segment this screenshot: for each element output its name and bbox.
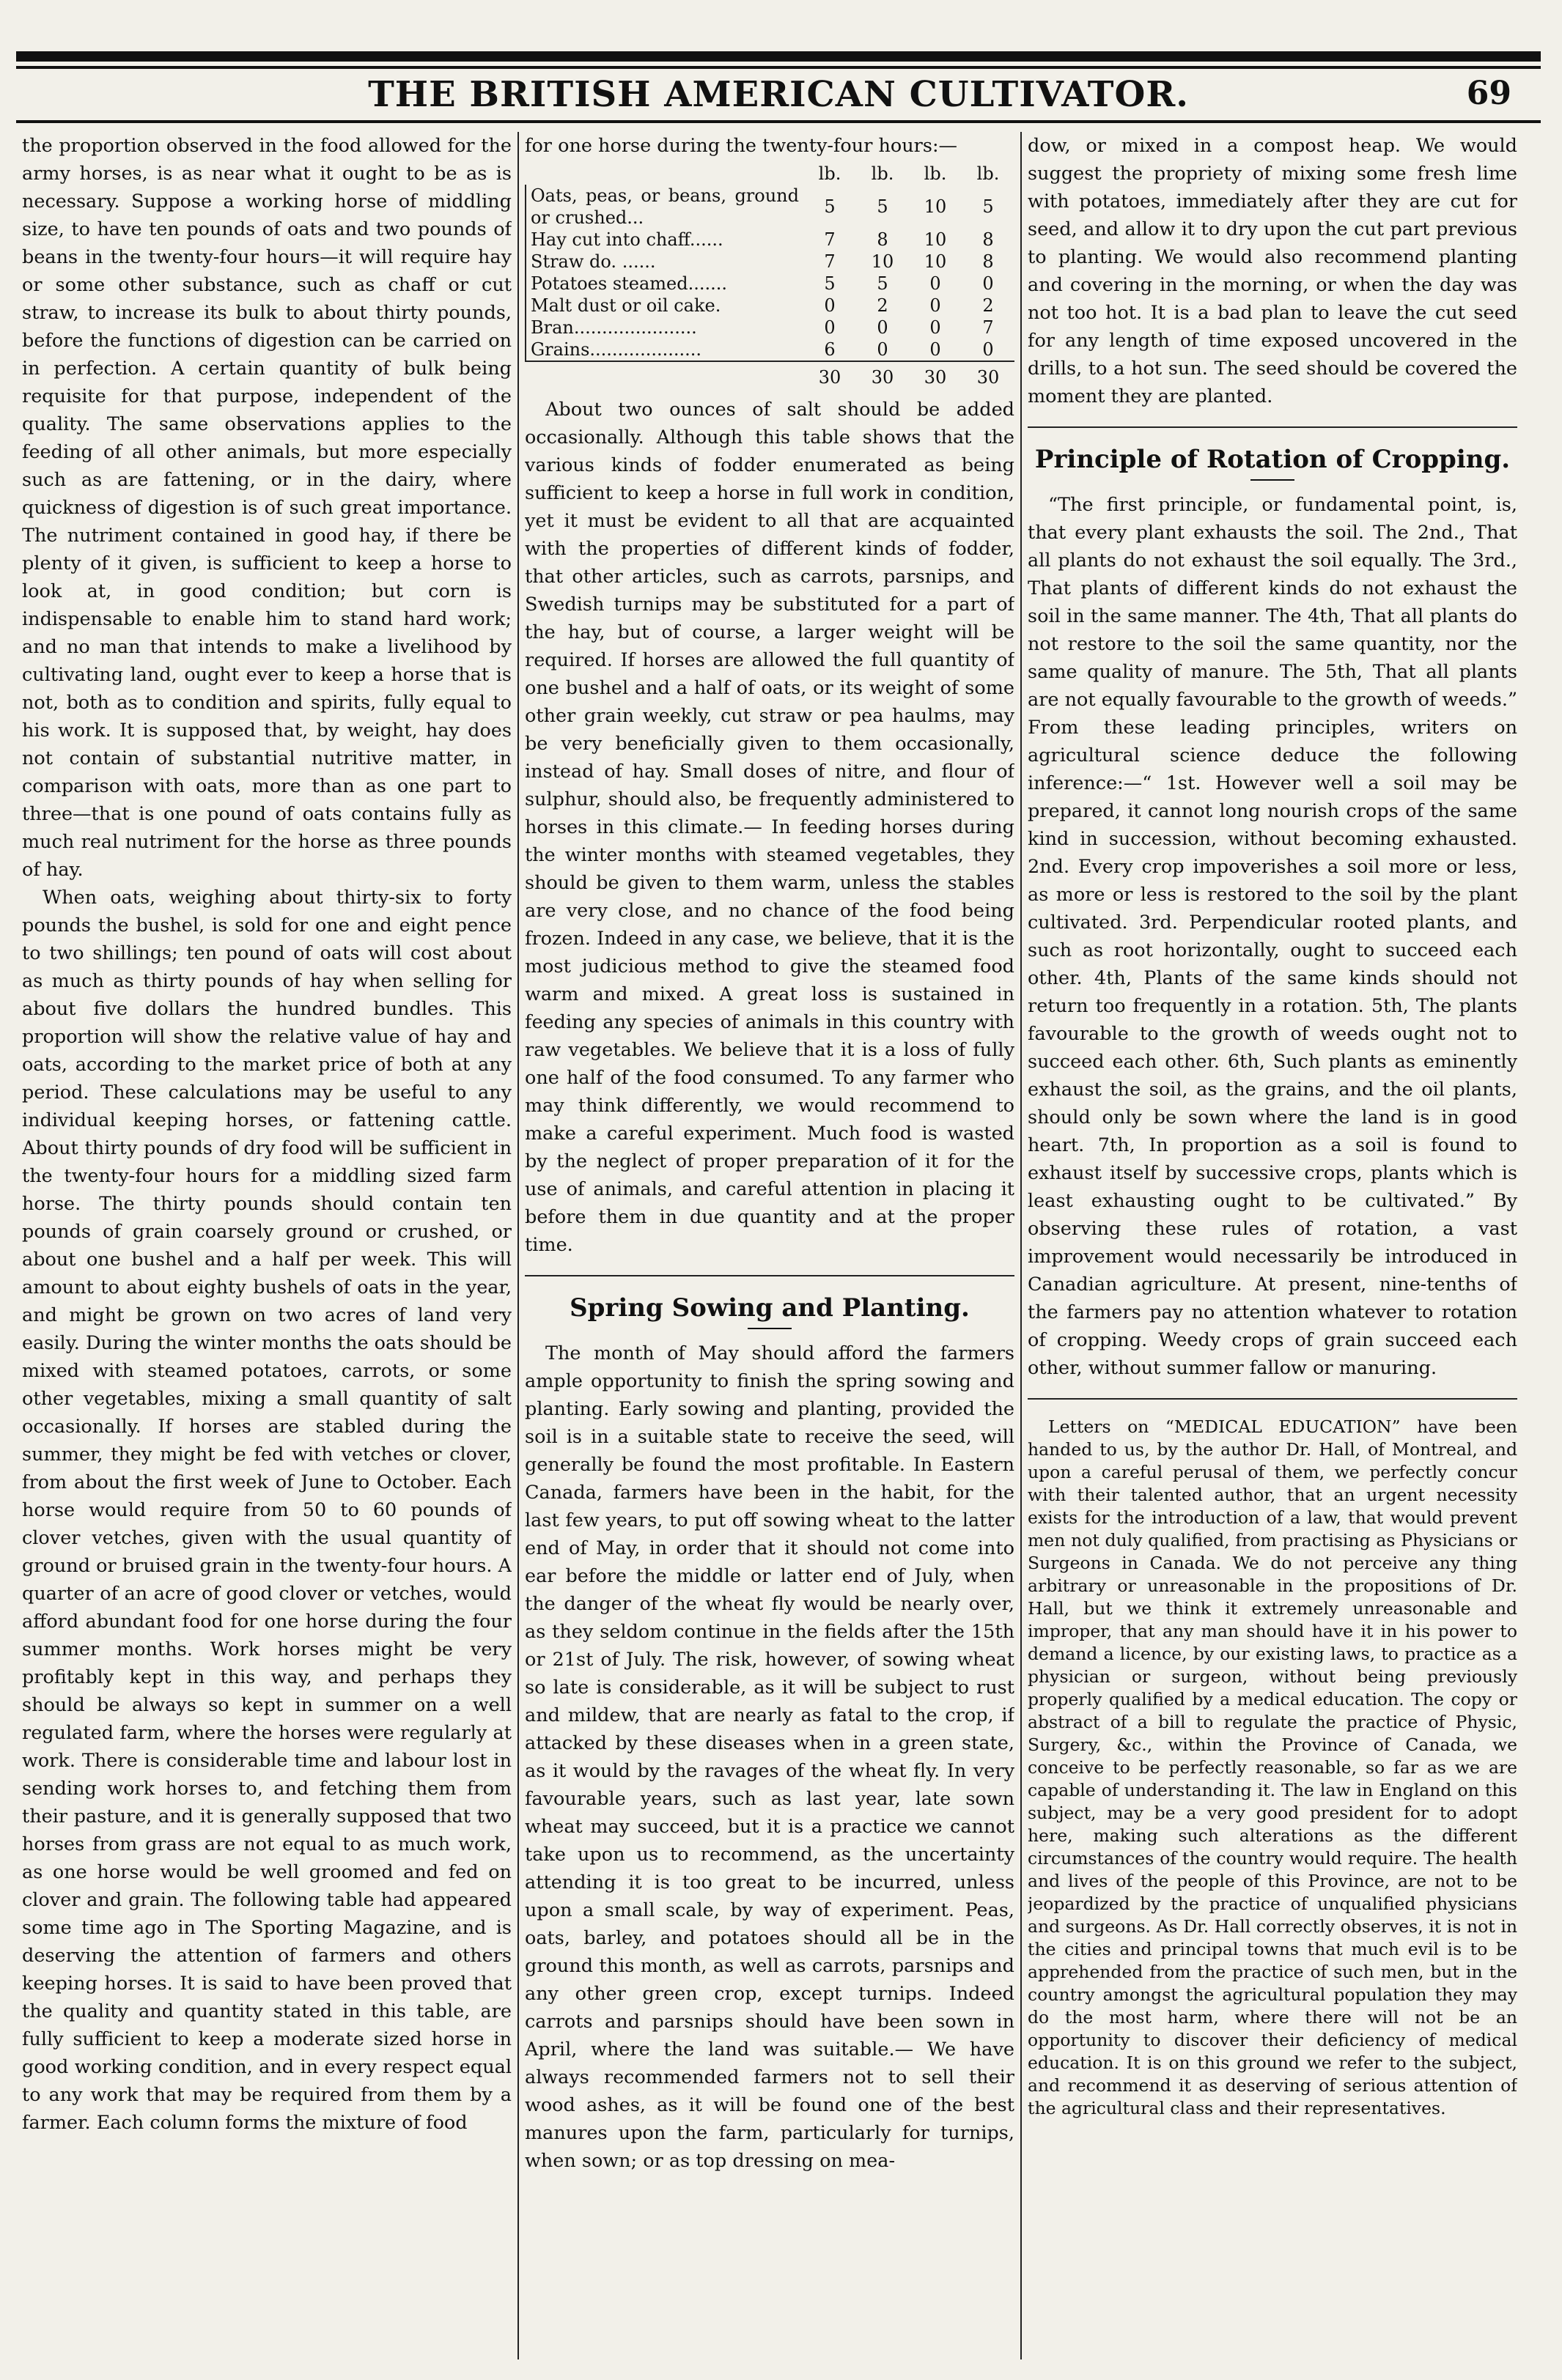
- table-row: [526, 295, 1014, 317]
- table-cell: 0: [824, 295, 836, 316]
- table-intro: for one horse during the twenty-four hours:—: [525, 135, 958, 157]
- section-rule: [525, 1275, 1014, 1276]
- article-paragraph: The month of May should afford the farmers ample opportunity to finish the spring sowing and planting. Early sowing and planting, provided the soil is in a suitable state to receive the seed, will generally be found the most profitable. In Eastern Canada, farmers have been in the habit, for the last few years, to put off sowing wheat to the latter end of May, in order that it should not come into ear before the middle or latter end of July, when the danger of the wheat fly would be nearly over, as they seldom continue in the fields after the 15th or 21st of July. The risk, however, of sowing wheat so late is considerable, as it will be subject to rust and mildew, that are nearly as fatal to the crop, if attacked by these diseases when in a green state, as it would by the ravages of the wheat fly. In very favourable years, such as last year, late sown wheat may succeed, but it is a practice we cannot take upon us to recommend, as the uncertainty attending it is too great to be incurred, unless upon a small scale, by way of experiment. Peas, oats, barley, and potatoes should all be in the ground this month, as well as carrots, parsnips and any other green crop, except turnips. Indeed carrots and parsnips should have been sown in April, where the land was suitable.— We have always recommended farmers not to sell their wood ashes, as it will be found one of the best manures upon the farm, particularly for turnips, when sown; or as top dressing on mea-: [525, 1342, 1014, 2172]
- table-total-row: [526, 361, 1014, 388]
- table-cell: 8: [877, 229, 888, 250]
- table-cell: 5: [877, 273, 888, 294]
- table-cell: 0: [929, 295, 941, 316]
- masthead: [16, 72, 1541, 117]
- heading-dash: [1250, 479, 1294, 481]
- table-cell: 10: [924, 251, 947, 272]
- table-header-cell: lb.: [976, 163, 1000, 184]
- table-cell: 0: [982, 339, 994, 360]
- table-cell: 10: [871, 251, 894, 272]
- article-paragraph: About two ounces of salt should be added occasionally. Although this table shows that the various kinds of fodder enumerated as being sufficient to keep a horse in full work in condition, yet it must be evident to all that are acquainted with the properties of different kinds of fodder, that other articles, such as carrots, parsnips, and Swedish turnips may be substituted for a part of the hay, but of course, a larger weight will be required. If horses are allowed the full quantity of one bushel and a half of oats, or its weight of some other grain weekly, cut straw or pea haulms, may be very beneficially given to them occasionally, instead of hay. Small doses of nitre, and flour of sulphur, should also, be frequently administered to horses in this climate.— In feeding horses during the winter months with steamed vegetables, they should be given to them warm, unless the stables are very close, and no chance of the food being frozen. Indeed in any case, we believe, that it is the most judicious method to give the steamed food warm and mixed. A great loss is sustained in feeding any species of animals in this country with raw vegetables. We believe that it is a loss of fully one half of the food consumed. To any farmer who may think differently, we would recommend to make a careful experiment. Much food is wasted by the neglect of proper preparation of it for the use of animals, and careful attention in placing it before them in due quantity and at the proper time.: [525, 399, 1014, 1256]
- table-row-label: Oats, peas, or beans, ground or crushed...: [526, 185, 803, 229]
- table-cell: 0: [929, 273, 941, 294]
- article-paragraph: Letters on “MEDICAL EDUCATION” have been handed to us, by the author Dr. Hall, of Montreal, and upon a careful perusal of them, we perfectly concur with their talented author, that an urgent necessity exists for the introduction of a law, that would prevent men not duly qualified, from practising as Physicians or Surgeons in Canada. We do not perceive any thing arbitrary or unreasonable in the propositions of Dr. Hall, but we think it extremely unreasonable and improper, that any man should have it in his power to demand a licence, by our existing laws, to practice as a physician or surgeon, without being previously properly qualified by a medical education. The copy or abstract of a bill to regulate the practice of Physic, Surgery, &c., within the Province of Canada, we conceive to be perfectly reasonable, so far as we are capable of understanding it. The law in England on this subject, may be a very good president for to adopt here, making such alterations as the different circumstances of the country would require. The health and lives of the people of this Province, are not to be jeopardized by the practice of unqualified physicians and surgeons. As Dr. Hall correctly observes, it is not in the cities and principal towns that much evil is to be apprehended from the practice of such men, but in the country amongst the agricultural population they may do the most harm, where there will not be an opportunity to discover their deficiency of medical education. It is on this ground we refer to the subject, and recommend it as deserving of serious attention of the agricultural class and their representatives.: [1028, 1416, 1517, 2118]
- table-cell: 5: [824, 273, 836, 294]
- table-header-cell: lb.: [924, 163, 947, 184]
- column-3: [1028, 132, 1517, 2359]
- table-total-cell: 30: [962, 361, 1014, 388]
- table-cell: 0: [929, 339, 941, 360]
- table-cell: 5: [824, 196, 836, 217]
- table-cell: 8: [982, 229, 994, 250]
- table-cell: 0: [929, 317, 941, 338]
- table-cell: 8: [982, 251, 994, 272]
- column-1: [22, 132, 512, 2359]
- table-row-label: Malt dust or oil cake.: [526, 295, 803, 317]
- table-row-label: Straw do. ......: [526, 251, 803, 273]
- table-cell: 2: [877, 295, 888, 316]
- table-header-cell: lb.: [871, 163, 894, 184]
- table-cell: 0: [982, 273, 994, 294]
- table-row: [526, 273, 1014, 295]
- fodder-table: [525, 163, 1014, 388]
- column-divider: [1020, 132, 1022, 2359]
- publication-title: THE BRITISH AMERICAN CULTIVATOR.: [368, 74, 1189, 115]
- table-cell: 0: [877, 317, 888, 338]
- table-total-cell: 30: [803, 361, 856, 388]
- table-cell: 2: [982, 295, 994, 316]
- section-rule: [1028, 426, 1517, 428]
- table-row: [526, 339, 1014, 361]
- page-number: 69: [1466, 75, 1511, 112]
- table-cell: 5: [877, 196, 888, 217]
- column-2: [525, 132, 1014, 2359]
- table-cell: 10: [924, 229, 947, 250]
- table-row: [526, 229, 1014, 251]
- table-header-cell: lb.: [818, 163, 841, 184]
- article-paragraph: When oats, weighing about thirty-six to forty pounds the bushel, is sold for one and eight pence to two shillings; ten pound of oats will cost about as much as thirty pounds of hay when selling for about five dollars the hundred bundles. This proportion will show the relative value of hay and oats, according to the market price of both at any period. These calculations may be useful to any individual keeping horses, or fattening cattle. About thirty pounds of dry food will be sufficient in the twenty-four hours for a middling sized farm horse. The thirty pounds should contain ten pounds of grain coarsely ground or crushed, or about one bushel and a half per week. This will amount to about eighty bushels of oats in the year, and might be grown on two acres of land very easily. During the winter months the oats should be mixed with steamed potatoes, carrots, or some other vegetables, mixing a small quantity of salt occasionally. If horses are stabled during the summer, they might be fed with vetches or clover, from about the first week of June to October. Each horse would require from 50 to 60 pounds of clover vetches, given with the usual quantity of ground or bruised grain in the twenty-four hours. A quarter of an acre of good clover or vetches, would afford abundant food for one horse during the four summer months. Work horses might be very profitably kept in this way, and perhaps they should be always so kept in summer on a well regulated farm, where the horses were regularly at work. There is considerable time and labour lost in sending work horses to, and fetching them from their pasture, and it is generally supposed that two horses from grass are not equal to as much work, as one horse would be well groomed and fed on clover and grain. The following table had appeared some time ago in The Sporting Magazine, and is deserving the attention of farmers and others keeping horses. It is said to have been proved that the quality and quantity stated in this table, are fully sufficient to keep a moderate sized horse in good working condition, and in every respect equal to any work that may be required from them by a farmer. Each column forms the mixture of food: [22, 887, 512, 2134]
- table-cell: 0: [824, 317, 836, 338]
- section-heading: Principle of Rotation of Cropping.: [1034, 445, 1511, 474]
- article-paragraph: the proportion observed in the food allowed for the army horses, is as near what it ought to be as is necessary. Suppose a working horse of middling size, to have ten pounds of oats and two pounds of beans in the twenty-four hours—it will require hay or some other substance, such as chaff or cut straw, to increase its bulk to about thirty pounds, before the functions of digestion can be carried on in perfection. A certain quantity of bulk being requisite for that purpose, independent of the quality. The same observations applies to the feeding of all other animals, but more especially such as are fattening, or in the dairy, where quickness of digestion is of such great importance. The nutriment contained in good hay, if there be plenty of it given, is sufficient to keep a horse to look at, in good condition; but corn is indispensable to enable him to stand hard work; and no man that intends to make a livelihood by cultivating land, ought ever to keep a horse that is not, both as to condition and spirits, fully equal to his work. It is supposed that, by weight, hay does not contain of substantial nutritive matter, in comparison with oats, more than as one part to three—that is one pound of oats contains fully as much real nutriment for the horse as three pounds of hay.: [22, 135, 512, 881]
- table-cell: 7: [824, 229, 836, 250]
- table-header-row: [526, 163, 1014, 185]
- table-total-cell: 30: [909, 361, 962, 388]
- table-row: [526, 317, 1014, 339]
- heading-dash: [748, 1328, 792, 1329]
- table-cell: 6: [824, 339, 836, 360]
- table-cell: 7: [824, 251, 836, 272]
- table-cell: 10: [924, 196, 947, 217]
- table-total-cell: 30: [856, 361, 909, 388]
- section-rule: [1028, 1398, 1517, 1400]
- table-row-label: Grains....................: [526, 339, 803, 361]
- table-cell: 0: [877, 339, 888, 360]
- top-thick-rule: [16, 51, 1541, 62]
- column-divider: [517, 132, 519, 2359]
- top-thin-rule: [16, 66, 1541, 69]
- table-row-label: Bran......................: [526, 317, 803, 339]
- table-row-label: Potatoes steamed.......: [526, 273, 803, 295]
- table-row-label: Hay cut into chaff......: [526, 229, 803, 251]
- article-paragraph: “The first principle, or fundamental point, is, that every plant exhausts the soil. The 2nd., That all plants do not exhaust the soil equally. The 3rd., That plants of different kinds do not exhaust the soil in the same manner. The 4th, That all plants do not restore to the soil the same quantity, nor the same quality of manure. The 5th, That all plants are not equally favourable to the growth of weeds.” From these leading principles, writers on agricultural science deduce the following inference:—“ 1st. However well a soil may be prepared, it cannot long nourish crops of the same kind in succession, without becoming exhausted. 2nd. Every crop impoverishes a soil more or less, as more or less is restored to the soil by the plant cultivated. 3rd. Perpendicular rooted plants, and such as root horizontally, ought to succeed each other. 4th, Plants of the same kinds should not return too frequently in a rotation. 5th, The plants favourable to the growth of weeds ought not to succeed each other. 6th, Such plants as eminently exhaust the soil, as the grains, and the oil plants, should only be sown where the land is in good heart. 7th, In proportion as a soil is found to exhaust itself by successive crops, plants which is least exhausting ought to be cultivated.” By observing these rules of rotation, a vast improvement would necessarily be introduced in Canadian agriculture. At present, nine-tenths of the farmers pay no attention whatever to rotation of cropping. Weedy crops of grain succeed each other, without summer fallow or manuring.: [1028, 494, 1517, 1379]
- table-cell: 7: [982, 317, 994, 338]
- masthead-rule: [16, 120, 1541, 123]
- table-row: [526, 185, 1014, 229]
- section-heading: Spring Sowing and Planting.: [570, 1293, 970, 1323]
- table-cell: 5: [982, 196, 994, 217]
- article-paragraph: dow, or mixed in a compost heap. We would suggest the propriety of mixing some fresh lime with potatoes, immediately after they are cut for seed, and allow it to dry upon the cut part previous to planting. We would also recommend planting and covering in the morning, or when the day was not too hot. It is a bad plan to leave the cut seed for any length of time exposed uncovered in the drills, to a hot sun. The seed should be covered the moment they are planted.: [1028, 135, 1517, 407]
- table-row: [526, 251, 1014, 273]
